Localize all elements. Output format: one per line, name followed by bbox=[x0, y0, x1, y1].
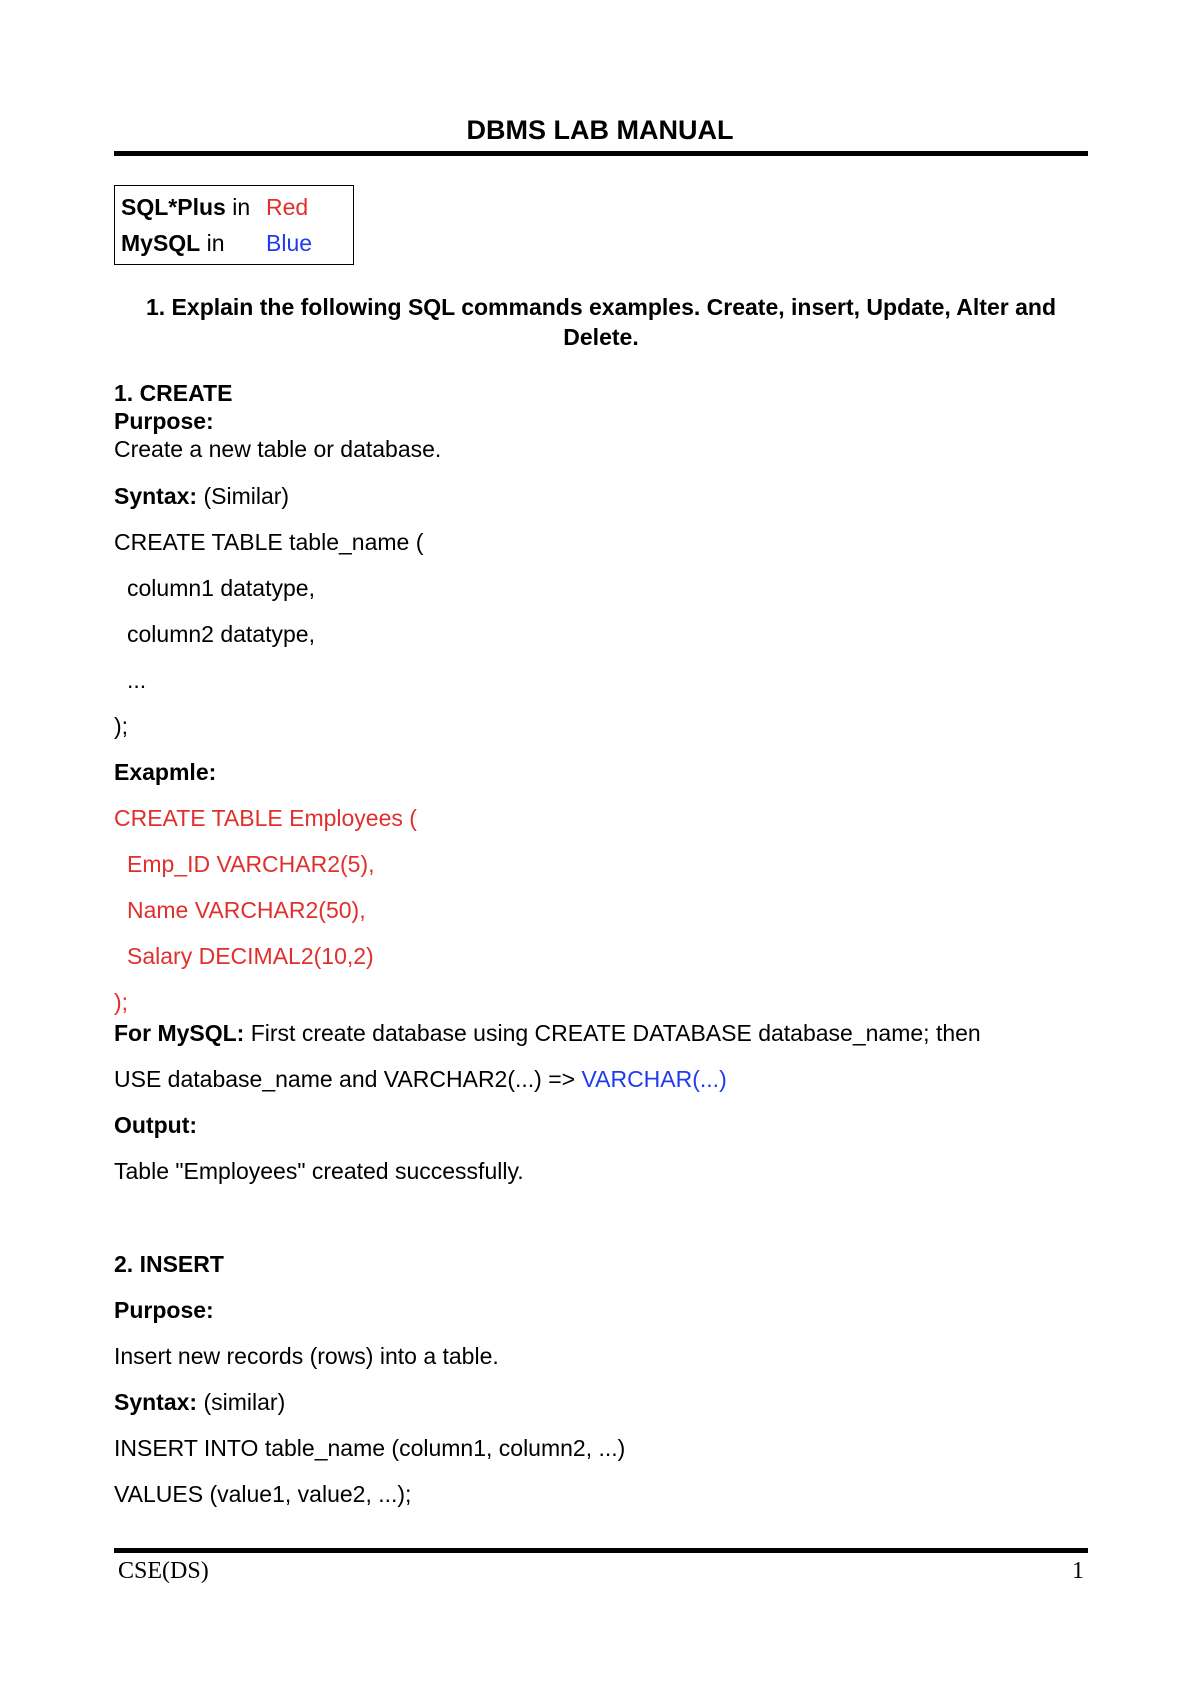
create-heading: 1. CREATE bbox=[114, 380, 233, 406]
create-syntax-code-line: column2 datatype, bbox=[127, 621, 315, 647]
create-syntax-line bbox=[114, 483, 289, 510]
create-syntax-label: Syntax: bbox=[114, 483, 198, 509]
insert-syntax-line bbox=[114, 1389, 285, 1416]
create-syntax-code-line: ); bbox=[114, 713, 129, 739]
create-syntax-note: (Similar) bbox=[197, 483, 290, 509]
page-number: 1 bbox=[1072, 1558, 1084, 1584]
create-purpose-label: Purpose: bbox=[114, 408, 214, 434]
create-mysql-note-line1 bbox=[114, 1020, 981, 1047]
insert-syntax-code-line: VALUES (value1, value2, ...); bbox=[114, 1481, 412, 1507]
legend-sqlplus-suffix: in bbox=[225, 194, 251, 220]
insert-syntax-note: (similar) bbox=[197, 1389, 286, 1415]
insert-heading: 2. INSERT bbox=[114, 1251, 224, 1277]
insert-purpose-text: Insert new records (rows) into a table. bbox=[114, 1343, 499, 1369]
header-rule bbox=[114, 151, 1088, 156]
create-purpose-text: Create a new table or database. bbox=[114, 436, 442, 462]
question-heading: 1. Explain the following SQL commands examples. Create, insert, Update, Alter and Delete. bbox=[145, 294, 1056, 350]
create-mysql-text: First create database using CREATE DATABASE database_name; then bbox=[244, 1020, 981, 1046]
legend-mysql-suffix: in bbox=[200, 230, 225, 256]
page-title: DBMS LAB MANUAL bbox=[466, 115, 734, 145]
create-syntax-code-line: ... bbox=[127, 667, 147, 693]
insert-syntax-label: Syntax: bbox=[114, 1389, 198, 1415]
legend-mysql-label: MySQL bbox=[121, 230, 201, 256]
create-example-code-line: CREATE TABLE Employees ( bbox=[114, 805, 417, 831]
insert-syntax-code-line: INSERT INTO table_name (column1, column2, ...) bbox=[114, 1435, 626, 1461]
insert-purpose-label: Purpose: bbox=[114, 1297, 214, 1323]
color-legend-box bbox=[114, 185, 354, 265]
legend-sqlplus-label: SQL*Plus bbox=[121, 194, 226, 220]
create-mysql-line2-blue: VARCHAR(...) bbox=[581, 1066, 727, 1092]
legend-mysql-color: Blue bbox=[266, 230, 313, 256]
create-syntax-code-line: CREATE TABLE table_name ( bbox=[114, 529, 424, 555]
legend-sqlplus-color: Red bbox=[266, 194, 309, 220]
create-example-label: Exapmle: bbox=[114, 759, 217, 785]
create-example-code-line: Emp_ID VARCHAR2(5), bbox=[127, 851, 375, 877]
legend-row-sqlplus bbox=[121, 194, 309, 221]
create-mysql-line2-prefix: USE database_name and VARCHAR2(...) => bbox=[114, 1066, 582, 1092]
footer-department: CSE(DS) bbox=[118, 1558, 209, 1584]
create-syntax-code-line: column1 datatype, bbox=[127, 575, 315, 601]
create-mysql-label: For MySQL: bbox=[114, 1020, 245, 1046]
create-mysql-note-line2 bbox=[114, 1066, 727, 1093]
legend-row-mysql bbox=[121, 230, 313, 257]
create-output-label: Output: bbox=[114, 1112, 198, 1138]
create-example-code-line: Salary DECIMAL2(10,2) bbox=[127, 943, 374, 969]
create-output-text: Table "Employees" created successfully. bbox=[114, 1158, 524, 1184]
create-example-code-line: ); bbox=[114, 989, 129, 1015]
footer-rule bbox=[114, 1548, 1088, 1553]
create-example-code-line: Name VARCHAR2(50), bbox=[127, 897, 366, 923]
